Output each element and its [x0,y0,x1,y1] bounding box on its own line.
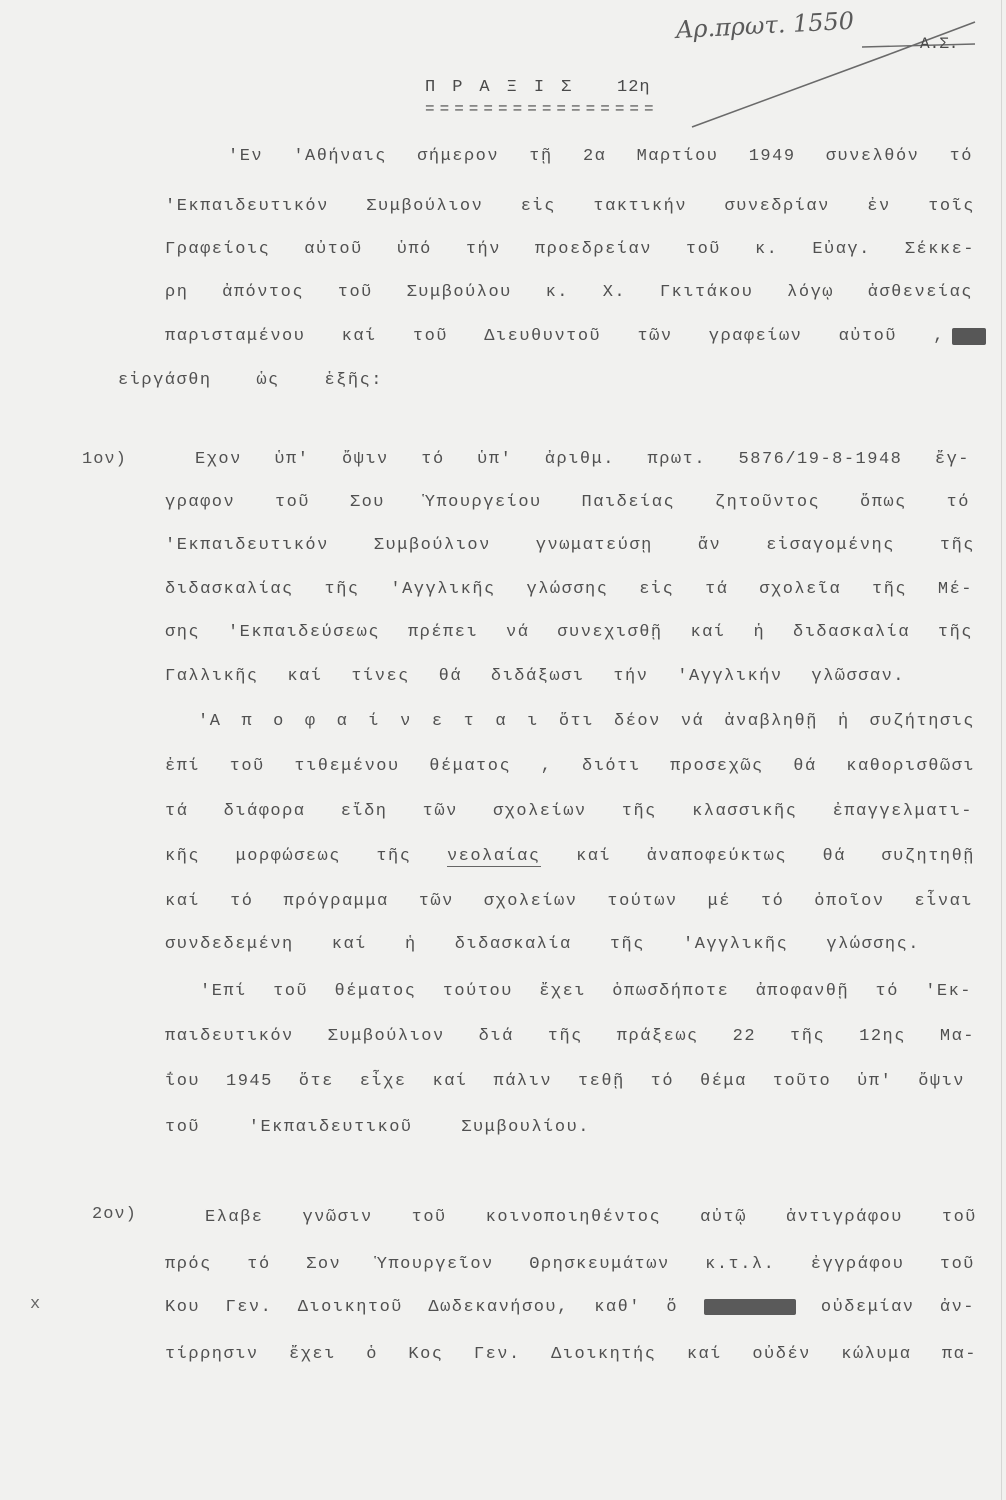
intro-line: 'Εν 'Αθήναις σήμερον τῇ 2α Μαρτίου 1949 συνελθόν τό [228,147,973,166]
section-1-line: σης 'Εκπαιδεύσεως πρέπει νά συνεχισθῇ καί ἡ διδασκαλία τῆς [165,623,973,642]
section-1-line: 'Επί τοῦ θέματος τούτου ἔχει ὁπωσδήποτε ἀποφανθῇ τό 'Εκ- [200,982,972,1001]
title-underline: ================ [425,100,659,118]
section-2-line: Ἔλαβε γνῶσιν τοῦ κοινοποιηθέντος αὐτῷ ἀντιγράφου τοῦ [205,1208,977,1227]
scan-edge [1001,0,1002,1500]
section-1-line: τά διάφορα εἴδη τῶν σχολείων τῆς κλασσικῆς ἐπαγγελματι- [165,802,973,821]
section-1-line: 'Α π ο φ α ί ν ε τ α ι ὅτι δέον νά ἀναβληθῇ ἡ συζήτησις [198,712,975,731]
struck-out-text [704,1299,796,1315]
section-2-line [165,1295,975,1321]
section-1-line: τοῦ 'Εκπαιδευτικοῦ Συμβουλίου. [165,1118,590,1137]
section-1-line: παιδευτικόν Συμβούλιον διά τῆς πράξεως 22 τῆς 12ης Μα- [165,1027,975,1046]
section-1-line [165,844,975,870]
section-1-line: γραφον τοῦ Σου Ὑπουργείου Παιδείας ζητοῦντος ὅπως τό [165,493,970,512]
struck-out-text [952,328,986,345]
section-2-label: 2ον) [92,1205,137,1224]
section-1-line: Γαλλικῆς καί τίνες θά διδάξωσι τήν 'Αγγλικήν γλῶσσαν. [165,667,905,686]
intro-line: εἰργάσθη ὡς ἑξῆς: [118,371,383,390]
section-1-line: ΐου 1945 ὅτε εἶχε καί πάλιν τεθῇ τό θέμα τοῦτο ὑπ' ὄψιν [165,1072,965,1091]
page-title: Π Ρ Α Ξ Ι Σ [425,78,575,97]
section-1-label: 1ον) [82,450,127,469]
line-segment: κῆς μορφώσεως τῆς [165,847,412,866]
intro-line: Γραφείοις αὐτοῦ ὑπό τήν προεδρείαν τοῦ κ. Εὐαγ. Σέκκε- [165,240,975,259]
section-2-line: τίρρησιν ἔχει ὁ Κος Γεν. Διοικητής καί οὐδέν κώλυμα πα- [165,1345,977,1364]
section-2-line: πρός τό Σον Ὑπουργεῖον Θρησκευμάτων κ.τ.λ. ἐγγράφου τοῦ [165,1255,975,1274]
line-segment: καί ἀναποφεύκτως θά συζητηθῇ [576,847,975,866]
underlined-word: νεολαίας [446,847,541,866]
initials: Α.Σ. [920,35,959,53]
section-1-line: 'Εκπαιδευτικόν Συμβούλιον γνωματεύσῃ ἄν εἰσαγομένης τῆς [165,536,975,555]
margin-mark: x [30,1295,42,1314]
section-1-line: διδασκαλίας τῆς 'Αγγλικῆς γλώσσης εἰς τά σχολεῖα τῆς Μέ- [165,580,973,599]
act-number: 12η [617,78,651,97]
intro-line: παρισταμένου καί τοῦ Διευθυντοῦ τῶν γραφείων αὐτοῦ , [165,327,945,346]
section-1-line: καί τό πρόγραμμα τῶν σχολείων τούτων μέ τό ὁποῖον εἶναι [165,892,973,911]
section-1-line: Ἔχον ὑπ' ὄψιν τό ὑπ' ἀριθμ. πρωτ. 5876/19-8-1948 ἔγ- [195,450,970,469]
section-1-line: συνδεδεμένη καί ἡ διδασκαλία τῆς 'Αγγλικῆς γλώσσης. [165,935,920,954]
line-segment: οὐδεμίαν ἀν- [820,1298,975,1317]
handwritten-protocol-note: Αρ.πρωτ. 1550 [675,6,855,44]
line-segment: Κου Γεν. Διοικητοῦ Δωδεκανήσου, καθ' ὅ [165,1298,679,1317]
intro-line: ρη ἀπόντος τοῦ Συμβούλου κ. Χ. Γκιτάκου λόγῳ ἀσθενείας [165,283,973,302]
intro-line: 'Εκπαιδευτικόν Συμβούλιον εἰς τακτικήν συνεδρίαν ἐν τοῖς [165,197,975,216]
section-1-line: ἐπί τοῦ τιθεμένου θέματος , διότι προσεχῶς θά καθορισθῶσι [165,757,975,776]
